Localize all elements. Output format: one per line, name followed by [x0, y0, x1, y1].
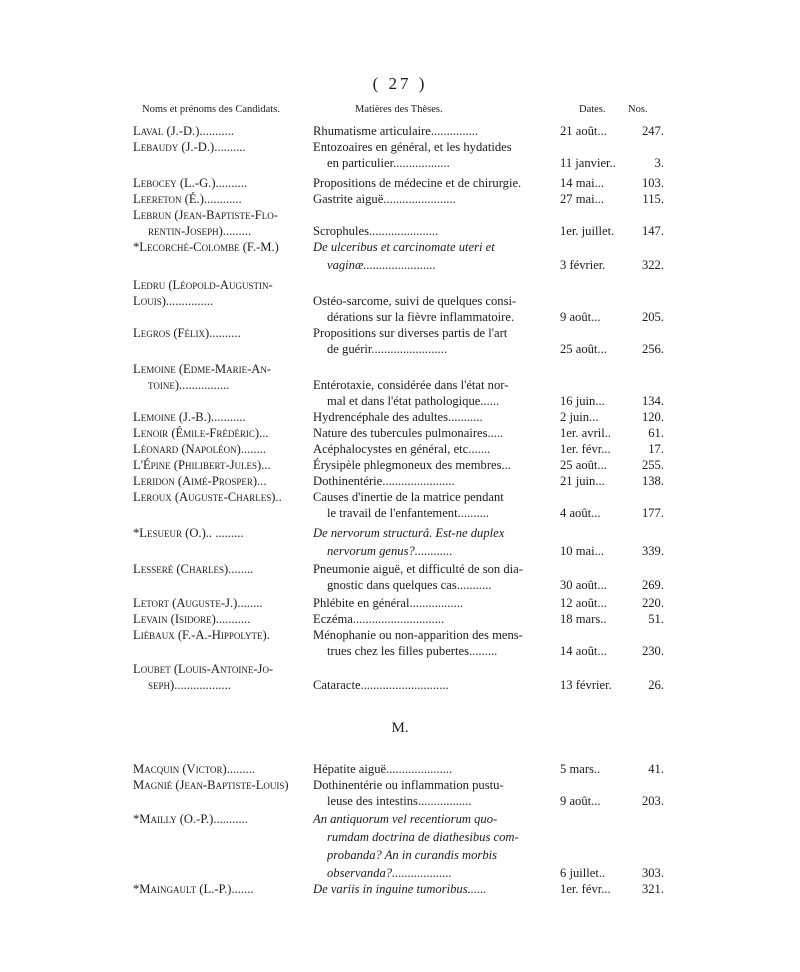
thesis-date: 14 mai... [560, 176, 605, 190]
thesis-subject: Entérotaxie, considérée dans l'état nor- [313, 378, 509, 392]
thesis-number: 220. [641, 596, 664, 610]
thesis-date: 3 février. [560, 258, 606, 272]
candidate-name: Lemoine (J.-B.)........... [133, 410, 246, 424]
thesis-date: 1er. avril.. [560, 426, 612, 440]
thesis-date: 25 août... [560, 342, 607, 356]
thesis-subject: observanda?................... [327, 866, 452, 880]
thesis-subject: mal et dans l'état pathologique...... [327, 394, 500, 408]
thesis-subject: vaginæ....................... [327, 258, 436, 272]
thesis-number: 230. [641, 644, 664, 658]
thesis-date: 12 août... [560, 596, 607, 610]
header-numbers: Nos. [628, 104, 648, 115]
candidate-name: Lebocey (L.-G.).......... [133, 176, 247, 190]
thesis-subject: Phlébite en général................. [313, 596, 464, 610]
thesis-subject: Nature des tubercules pulmonaires..... [313, 426, 504, 440]
thesis-subject: Scrophules...................... [313, 224, 439, 238]
thesis-number: 51. [648, 612, 664, 626]
thesis-subject: Hépatite aiguë..................... [313, 762, 453, 776]
thesis-subject: An antiquorum vel recentiorum quo- [313, 812, 498, 826]
candidate-name: Lemoine (Edme-Marie-An- [133, 362, 272, 376]
header-candidates: Noms et prénoms des Candidats. [142, 104, 280, 115]
thesis-subject: Hydrencéphale des adultes........... [313, 410, 483, 424]
thesis-number: 247. [641, 124, 664, 138]
thesis-subject: en particulier.................. [327, 156, 450, 170]
thesis-date: 14 août... [560, 644, 607, 658]
candidate-name: *Mailly (O.-P.)........... [133, 812, 248, 826]
candidate-name: Leereton (É.)............ [133, 192, 242, 206]
thesis-subject: Causes d'inertie de la matrice pendant [313, 490, 504, 504]
page-number: ( 27 ) [372, 74, 428, 93]
thesis-subject: trues chez les filles pubertes......... [327, 644, 498, 658]
candidate-name: Lesseré (Charles)........ [133, 562, 254, 576]
thesis-subject: gnostic dans quelques cas........... [327, 578, 492, 592]
candidate-name: Magnié (Jean-Baptiste-Louis) [133, 778, 289, 792]
thesis-subject: le travail de l'enfantement.......... [327, 506, 490, 520]
thesis-date: 30 août... [560, 578, 607, 592]
candidate-name: Laval (J.-D.)........... [133, 124, 235, 138]
candidate-name: L'Épine (Philibert-Jules)... [133, 458, 271, 472]
candidate-name: *Lesueur (O.).. ......... [133, 526, 244, 540]
thesis-number: 61. [648, 426, 664, 440]
thesis-subject: Eczéma............................. [313, 612, 445, 626]
candidate-name: Letort (Auguste-J.)........ [133, 596, 263, 610]
thesis-subject: probanda? An in curandis morbis [327, 848, 498, 862]
thesis-subject: Dothinentérie ou inflammation pustu- [313, 778, 504, 792]
section-letter-m: M. [391, 720, 409, 736]
thesis-number: 138. [641, 474, 664, 488]
thesis-number: 41. [648, 762, 664, 776]
candidate-name: Lebrun (Jean-Baptiste-Flo- [133, 208, 278, 222]
thesis-date: 1er. févr... [560, 882, 611, 896]
thesis-subject: Ménophanie ou non-apparition des mens- [313, 628, 523, 642]
thesis-subject: Dothinentérie....................... [313, 474, 455, 488]
thesis-number: 103. [641, 176, 664, 190]
thesis-subject: Gastrite aiguë....................... [313, 192, 456, 206]
candidate-name: Ledru (Léopold-Augustin- [133, 278, 273, 292]
thesis-date: 27 mai... [560, 192, 605, 206]
thesis-number: 256. [641, 342, 664, 356]
candidate-name: Lenoir (Émile-Frédéric)... [133, 426, 269, 440]
candidate-name: rentin-Joseph)......... [148, 224, 252, 238]
candidate-name: toine)................ [148, 378, 230, 392]
thesis-subject: leuse des intestins................. [327, 794, 472, 808]
candidate-name: Leridon (Aimé-Prosper)... [133, 474, 267, 488]
thesis-number: 255. [641, 458, 664, 472]
thesis-number: 269. [641, 578, 664, 592]
thesis-subject: Rhumatisme articulaire............... [313, 124, 479, 138]
thesis-number: 115. [642, 192, 664, 206]
candidate-name: Leroux (Auguste-Charles).. [133, 490, 282, 504]
thesis-number: 17. [648, 442, 664, 456]
candidate-name: Lebaudy (J.-D.).......... [133, 140, 246, 154]
thesis-subject: rumdam doctrina de diathesibus com- [327, 830, 519, 844]
header-subjects: Matières des Thèses. [355, 104, 443, 115]
header-dates: Dates. [579, 104, 606, 115]
candidate-name: Macquin (Victor)......... [133, 762, 256, 776]
thesis-subject: Pneumonie aiguë, et difficulté de son dia- [313, 562, 523, 576]
thesis-subject: De ulceribus et carcinomate uteri et [313, 240, 495, 254]
thesis-number: 26. [648, 678, 664, 692]
thesis-number: 120. [641, 410, 664, 424]
thesis-number: 322. [641, 258, 664, 272]
thesis-date: 10 mai... [560, 544, 605, 558]
thesis-number: 134. [641, 394, 664, 408]
thesis-subject: Ostéo-sarcome, suivi de quelques consi- [313, 294, 517, 308]
thesis-subject: Érysipèle phlegmoneux des membres... [313, 458, 511, 472]
candidate-name: Léonard (Napoléon)........ [133, 442, 267, 456]
candidate-name: Liébaux (F.-A.-Hippolyte). [133, 628, 270, 642]
thesis-date: 18 mars.. [560, 612, 607, 626]
thesis-date: 13 février. [560, 678, 612, 692]
thesis-date: 25 août... [560, 458, 607, 472]
thesis-number: 203. [641, 794, 664, 808]
thesis-date: 4 août... [560, 506, 601, 520]
candidate-name: Loubet (Louis-Antoine-Jo- [133, 662, 274, 676]
thesis-subject: dérations sur la fièvre inflammatoire. [327, 310, 515, 324]
thesis-number: 205. [641, 310, 664, 324]
thesis-subject: De variis in inguine tumoribus...... [313, 882, 487, 896]
thesis-number: 339. [641, 544, 664, 558]
thesis-date: 2 juin... [560, 410, 599, 424]
thesis-subject: Propositions de médecine et de chirurgie. [313, 176, 522, 190]
thesis-number: 177. [641, 506, 664, 520]
thesis-subject: Entozoaires en général, et les hydatides [313, 140, 512, 154]
thesis-date: 9 août... [560, 310, 601, 324]
thesis-date: 11 janvier.. [560, 156, 616, 170]
thesis-date: 6 juillet.. [560, 866, 606, 880]
candidate-name: Legros (Félix).......... [133, 326, 241, 340]
candidate-name: seph).................. [148, 678, 231, 692]
candidate-name: *Lecorché-Colombe (F.-M.) [133, 240, 279, 254]
thesis-date: 5 mars.. [560, 762, 601, 776]
thesis-date: 16 juin... [560, 394, 605, 408]
thesis-subject: Acéphalocystes en général, etc....... [313, 442, 491, 456]
thesis-number: 303. [641, 866, 664, 880]
candidate-name: Levain (Isidore)........... [133, 612, 251, 626]
thesis-number: 3. [654, 156, 664, 170]
thesis-date: 9 août... [560, 794, 601, 808]
thesis-number: 147. [641, 224, 664, 238]
thesis-subject: De nervorum structurâ. Est-ne duplex [313, 526, 505, 540]
thesis-date: 21 juin... [560, 474, 605, 488]
thesis-date: 1er. févr... [560, 442, 611, 456]
thesis-subject: Propositions sur diverses partis de l'art [313, 326, 508, 340]
thesis-number: 321. [641, 882, 664, 896]
thesis-date: 1er. juillet. [560, 224, 615, 238]
candidate-name: *Maingault (L.-P.)....... [133, 882, 254, 896]
thesis-date: 21 août... [560, 124, 607, 138]
thesis-subject: Cataracte............................ [313, 678, 449, 692]
candidate-name: Louis)............... [133, 294, 214, 308]
thesis-subject: de guérir........................ [327, 342, 447, 356]
thesis-subject: nervorum genus?............ [327, 544, 453, 558]
